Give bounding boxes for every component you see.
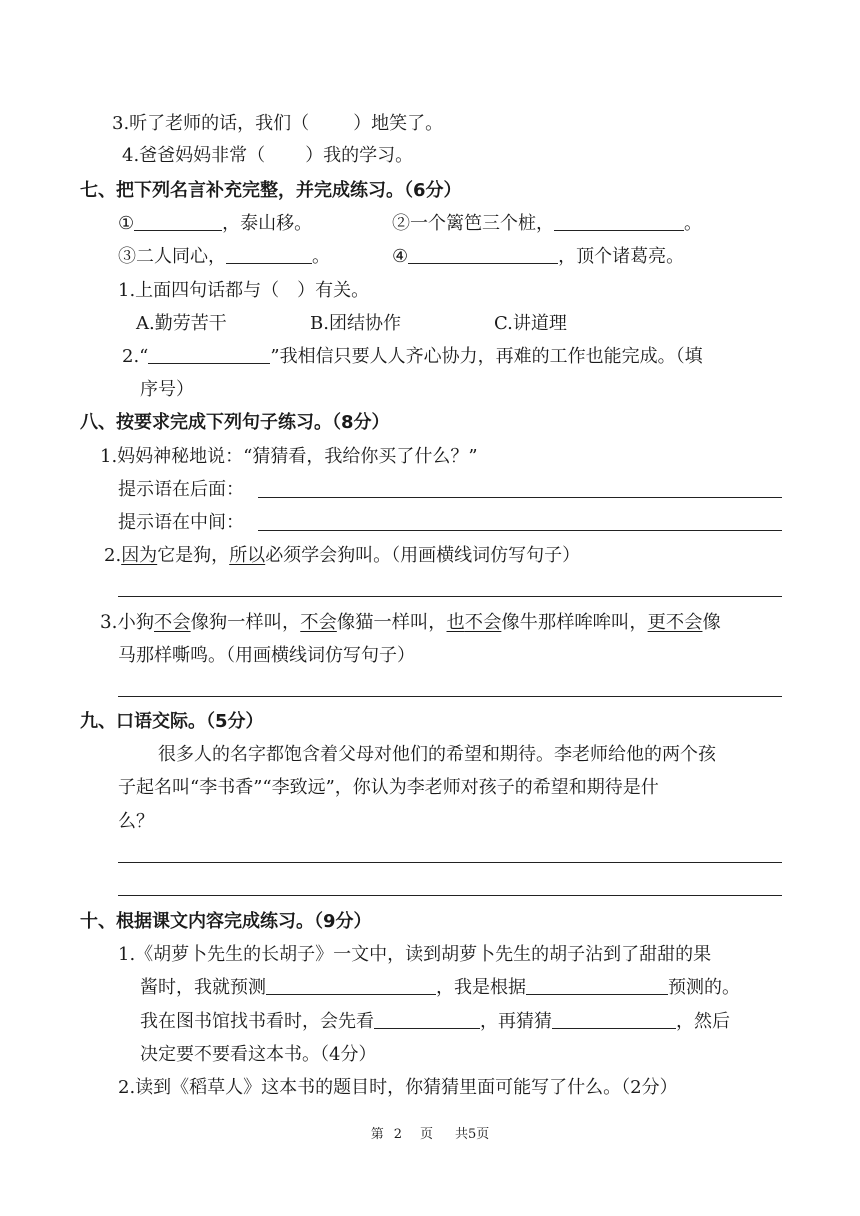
- question-6-4: 4.爸爸妈妈非常（ ）我的学习。: [122, 145, 414, 166]
- question-8-3-answer-line[interactable]: [118, 696, 782, 697]
- total-pages: 共5页: [455, 1127, 490, 1142]
- question-10-1-line-1: 1.《胡萝卜先生的长胡子》一文中，读到胡萝卜先生的胡子沾到了甜甜的果: [118, 944, 712, 965]
- proverb-3: ③二人同心， 。: [118, 246, 330, 267]
- question-7-2-cont: 序号）: [140, 379, 194, 400]
- page-footer: 第 2 页 共5页: [370, 1127, 490, 1142]
- option-a[interactable]: A.勤劳苦干: [136, 313, 227, 334]
- section-9-paragraph-line-2: 子起名叫“李书香”“李致远”，你认为李老师对孩子的希望和期待是什: [118, 777, 659, 798]
- hint-after-label: 提示语在后面：: [118, 479, 244, 500]
- question-10-1-line-2: 酱时，我就预测 ，我是根据 预测的。: [140, 977, 740, 998]
- option-b[interactable]: B.团结协作: [310, 313, 401, 334]
- question-8-2: 2.因为它是狗，所以必须学会狗叫。（用画横线词仿写句子）: [104, 545, 581, 566]
- section-9-answer-line-2[interactable]: [118, 895, 782, 896]
- section-9-paragraph-line-3: 么？: [118, 811, 154, 832]
- look-first-blank[interactable]: [374, 1010, 480, 1029]
- basis-blank[interactable]: [526, 976, 668, 995]
- question-10-1-line-4: 决定要不要看这本书。（4分）: [140, 1044, 377, 1065]
- proverb-4: ④ ，顶个诸葛亮。: [392, 246, 685, 267]
- proverb-3-blank[interactable]: [226, 245, 312, 264]
- question-8-2-answer-line[interactable]: [118, 596, 782, 597]
- question-8-1: 1.妈妈神秘地说：“猜猜看，我给你买了什么？”: [100, 446, 478, 467]
- question-7-1: 1.上面四句话都与（ ）有关。: [118, 280, 370, 301]
- proverb-2-blank[interactable]: [554, 212, 684, 231]
- proverb-2: ②一个篱笆三个桩， 。: [392, 213, 702, 234]
- section-10-heading: 十、根据课文内容完成练习。（9分）: [80, 911, 372, 932]
- proverb-1: ① ，泰山移。: [118, 213, 313, 234]
- question-10-1-line-3: 我在图书馆找书看时，会先看 ，再猜猜 ，然后: [140, 1011, 730, 1032]
- section-9-heading: 九、口语交际。（5分）: [80, 711, 264, 732]
- prediction-blank[interactable]: [266, 976, 436, 995]
- question-6-3: 3.听了老师的话，我们（ ）地笑了。: [112, 113, 444, 134]
- section-8-heading: 八、按要求完成下列句子练习。（8分）: [80, 412, 390, 433]
- hint-middle-label: 提示语在中间：: [118, 512, 244, 533]
- question-7-2-blank[interactable]: [148, 345, 270, 364]
- question-8-3-cont: 马那样嘶鸣。（用画横线词仿写句子）: [118, 645, 415, 666]
- proverb-1-blank[interactable]: [134, 212, 222, 231]
- page-number: 2: [393, 1127, 402, 1142]
- hint-middle-answer-line[interactable]: [258, 530, 782, 531]
- proverb-4-blank[interactable]: [408, 245, 558, 264]
- section-9-answer-line-1[interactable]: [118, 862, 782, 863]
- guess-blank[interactable]: [552, 1010, 676, 1029]
- option-c[interactable]: C.讲道理: [494, 313, 567, 334]
- section-9-paragraph-line-1: 很多人的名字都饱含着父母对他们的希望和期待。李老师给他的两个孩: [158, 744, 716, 765]
- section-7-heading: 七、把下列名言补充完整，并完成练习。（6分）: [80, 180, 462, 201]
- question-8-3: 3.小狗不会像狗一样叫，不会像猫一样叫，也不会像牛那样哞哞叫，更不会像: [100, 612, 721, 633]
- hint-after-answer-line[interactable]: [258, 497, 782, 498]
- question-10-2: 2.读到《稻草人》这本书的题目时，你猜猜里面可能写了什么。（2分）: [118, 1077, 678, 1098]
- question-7-2: 2.“ ”我相信只要人人齐心协力，再难的工作也能完成。（填: [122, 346, 703, 367]
